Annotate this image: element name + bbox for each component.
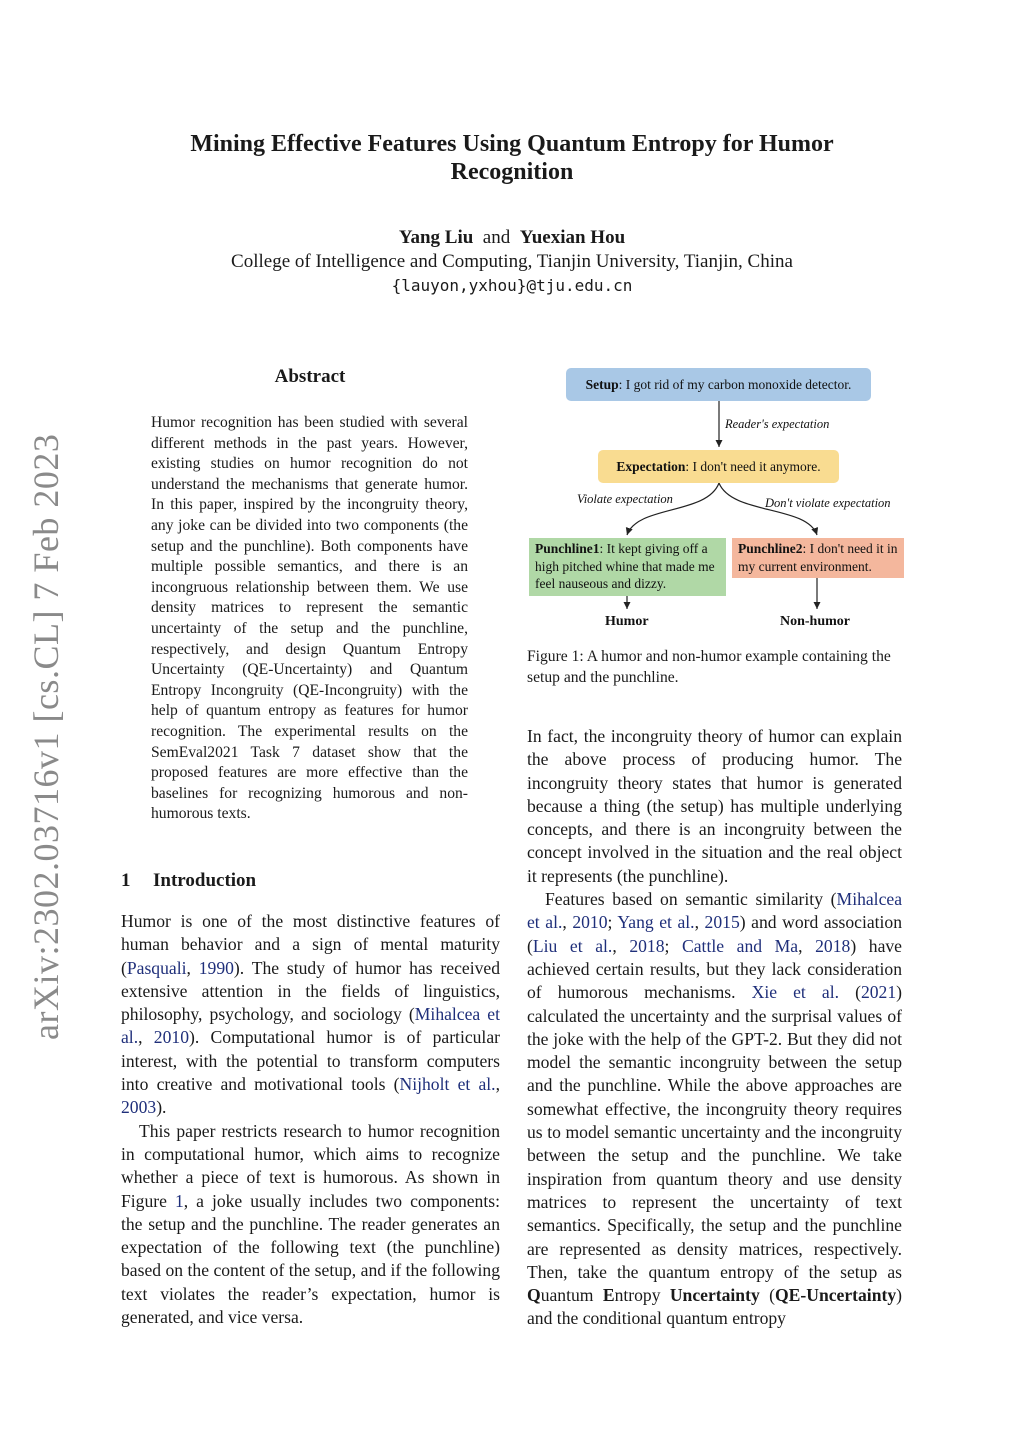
setup-text: : I got rid of my carbon monoxide detector. [618,376,852,392]
citation-year-link[interactable]: 2018 [815,935,851,956]
setup-label: Setup [585,376,619,392]
section-title: Introduction [153,870,257,891]
humor-label: Humor [605,614,649,629]
expectation-box [598,450,839,483]
expectation-label: Expectation [616,458,686,474]
body-paragraph-1: In fact, the incongruity theory of humor can explain the above process of producing humor. The incongruity theory states that humor is generated because a thing (the setup) has multiple underlying concepts, and there is an incongruity between the concept involved in the situation and the real object it represents (the punchline). [527,726,902,886]
setup-box [566,368,871,401]
violate-arrow [627,483,719,535]
text-run: ; [607,912,618,933]
text-run: , [186,957,199,978]
intro-paragraph-2 [121,1120,500,1330]
arxiv-stamp: arXiv:2302.03716v1 [cs.CL] 7 Feb 2023 [26,433,66,1040]
punchline2-box [732,538,904,578]
bold-letter: E [602,1285,615,1306]
expectation-text: : I don't need it anymore. [685,458,821,474]
citation-link[interactable]: Pasquali [126,957,187,978]
text-run: ) and word association ( [527,912,903,956]
text-run: , [138,1027,154,1048]
text-run: ) and the conditional quantum entropy [527,1285,902,1329]
author-email: {lauyon,yxhou}@tju.edu.cn [391,276,633,295]
author-and: and [482,227,511,248]
text-run: , [612,935,630,956]
text-run: ). Computational humor is of particular interest, with the potential to transform computers into creative and motivational tools ( [121,1027,500,1095]
violate-expectation-label: Violate expectation [577,492,673,506]
figure-1 [527,365,907,635]
readers-expectation-label: Reader's expectation [725,417,830,431]
citation-link[interactable]: Yang et al. [617,912,695,933]
paper-title [150,130,874,186]
citation-link[interactable]: Xie et al. [751,982,839,1003]
text-run: , [798,935,816,956]
citation-link[interactable]: Mihalcea et al. [527,889,902,933]
abstract-body: Humor recognition has been studied with several different methods in the past years. However, existing studies on humor recognition do not understand the mechanisms that generate humor. In this paper, inspired by the incongruity theory, any joke can be divided into two components (the setup and the punchline). Both components have multiple possible semantics, and there is an incongruous relationship between them. We use density matrices to represent the semantic uncertainty of the setup and the punchline, respectively, and design Quantum Entropy Uncertainty (QE-Uncertainty) and Quantum Entropy Incongruity (QE-Incongruity) with the help of quantum entropy as features for humor recognition. The experimental results on the SemEval2021 Task 7 dataset show that the proposed features are more effective than the baselines for recognizing humorous and non-humorous texts. [151,414,468,823]
text-run: ( [759,1285,775,1306]
bold-term: Uncertainty [669,1285,760,1306]
text-run: ; [664,935,683,956]
abstract-heading: Abstract [274,366,346,387]
citation-year-link[interactable]: 2021 [860,982,897,1003]
text-run: ). [156,1097,167,1118]
author-2: Yuexian Hou [519,227,626,248]
punchline2-label: Punchline2 [738,541,803,556]
affiliation: College of Intelligence and Computing, Tianjin University, Tianjin, China [231,251,793,272]
text-run: ( [839,982,861,1003]
non-humor-label: Non-humor [780,614,851,629]
citation-link[interactable]: Liu et al. [532,935,613,956]
citation-year-link[interactable]: 2018 [629,935,665,956]
left-column-body [121,910,500,1329]
text-run: , [694,912,705,933]
citation-year-link[interactable]: 2010 [153,1027,189,1048]
body-paragraph-2 [527,888,902,1331]
authors [150,226,874,250]
citation-link[interactable]: Mihalcea et al. [121,1004,500,1048]
citation-year-link[interactable]: 2003 [121,1097,157,1118]
author-1: Yang Liu [398,227,474,248]
title-line-2: Recognition [450,159,574,185]
title-line-1: Mining Effective Features Using Quantum Entropy for Humor [190,131,834,157]
text-run: uantum [540,1285,603,1306]
figure-ref-link[interactable]: 1 [174,1190,184,1211]
punchline1-box [529,538,726,596]
text-run: ) calculated the uncertainty and the surprisal values of the joke with the help of the GPT-2. But they did not model the semantic incongruity between the setup and the punchline. While the above approaches are somewhat effective, the incongruity theory requires us to model semantic uncertainty and the incongruity between the setup and the punchline. We take inspiration from quantum theory and use density matrices to represent the uncertainty of text semantics. Specifically, the setup and the punchline are represented as density matrices, respectively. Then, take the quantum entropy of the setup as [527,982,902,1282]
figure-caption: Figure 1: A humor and non-humor example containing the setup and the punchline. [527,648,891,686]
citation-link[interactable]: Cattle and Ma [682,935,799,956]
section-heading [121,870,256,892]
text-run: , [562,912,573,933]
text-run: Humor is one of the most distinctive features of human behavior and a sign of mental maturity ( [121,911,500,978]
text-run: This paper restricts research to humor recognition in computational humor, which aims to recognize whether a piece of text is humorous. As shown in Figure [121,1120,500,1211]
section-number: 1 [121,870,131,891]
text-run: , [495,1074,500,1095]
intro-paragraph-1 [121,910,500,1120]
citation-link[interactable]: Nijholt et al. [399,1074,496,1095]
citation-year-link[interactable]: 2010 [572,912,608,933]
punchline1-text: : It kept giving off a high pitched whine that made me feel nauseous and dizzy. [535,541,715,591]
text-run: ). The study of humor has received extensive attention in the fields of linguistics, philosophy, psychology, and sociology ( [121,957,501,1025]
bold-term: QE-Uncertainty [774,1285,897,1306]
bold-letter: Q [527,1285,541,1306]
text-run: Features based on semantic similarity ( [545,889,837,910]
punchline2-text: : I don't need it in my current environment. [738,541,898,574]
citation-year-link[interactable]: 2015 [704,912,740,933]
text-run: ntropy [614,1285,670,1306]
dont-violate-expectation-label: Don't violate expectation [765,496,891,510]
right-column-body [527,725,902,1331]
punchline1-label: Punchline1 [535,541,600,556]
text-run: , a joke usually includes two components: the setup and the punchline. The reader generates an expectation of the following text (the punchline) based on the content of the setup, and if the following text violates the reader’s expectation, humor is generated, and vice versa. [121,1190,500,1328]
text-run: ) have achieved certain results, but they lack consideration of humorous mechanisms. [527,935,902,1003]
citation-year-link[interactable]: 1990 [198,957,234,978]
